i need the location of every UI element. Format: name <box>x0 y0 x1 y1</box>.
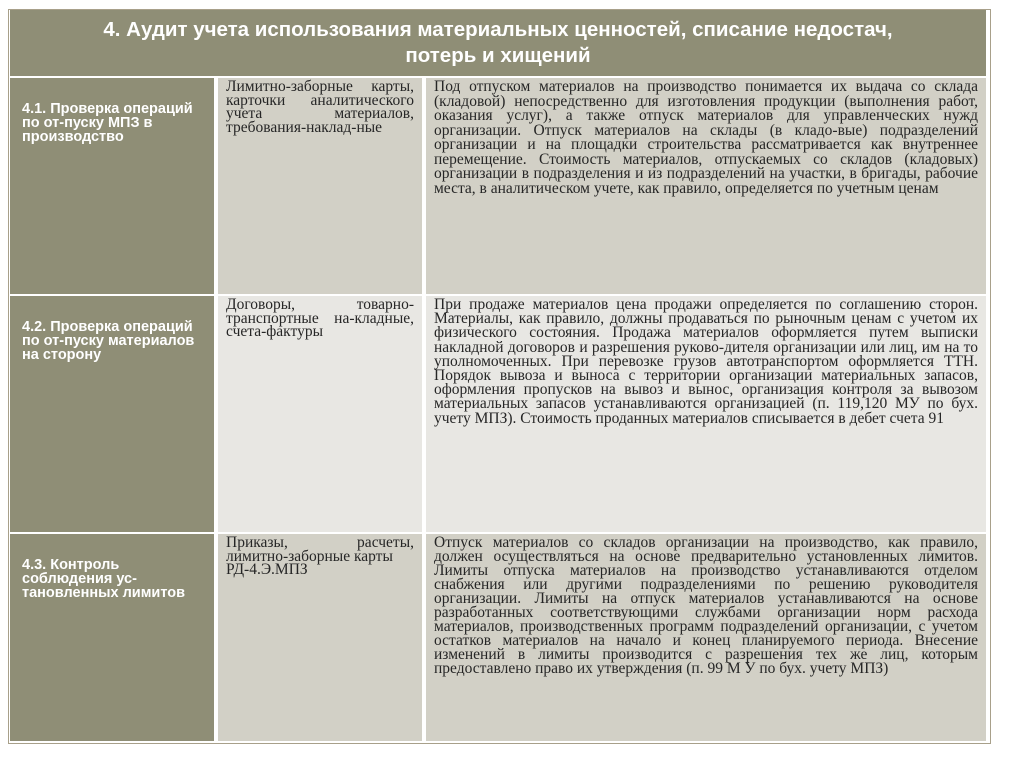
table-row <box>10 534 986 741</box>
title-line-1: 4. Аудит учета использования материальных ценностей, списание недостач, <box>103 18 893 41</box>
description-cell <box>426 296 986 532</box>
documents-cell <box>218 296 424 532</box>
row-heading: Контроль соблюдения ус-тановленных лимитов <box>22 557 186 601</box>
row-heading-cell <box>10 296 216 532</box>
documents-text: Лимитно-заборные карты, карточки аналитического учета материалов, требования-наклад-ные <box>226 78 414 136</box>
description-cell <box>426 78 986 294</box>
table-bottom-border <box>10 741 986 743</box>
row-number: 4.3. <box>22 557 47 573</box>
row-heading-cell <box>10 534 216 741</box>
page-title <box>10 10 986 76</box>
row-heading-cell <box>10 78 216 294</box>
documents-text-line-2: РД-4.Э.МПЗ <box>226 561 308 578</box>
table-row <box>10 78 986 294</box>
description-text: Отпуск материалов со складов организации на производство, как правило, должен осуществляться на основе предварительно установленных лимитов. Лимиты отпуска материалов на производство устанавливаются отделом снабжения или другими подразделениями по решению руководителя организации. Лимиты на отпуск материалов устанавливаются на основе разработанных соответствующими службами организации норм расхода материалов, производственных программ подразделений организации, с учетом остатков материалов на начало и конец планируемого периода. Внесение изменений в лимиты производится с разрешения тех же лиц, которым предоставлено право их утверждения (п. 99 М У по бух. учету МПЗ) <box>434 534 978 677</box>
row-number: 4.1. <box>22 101 47 117</box>
description-text: При продаже материалов цена продажи определяется по соглашению сторон. Материалы, как правило, должны продаваться по рыночным ценам с учетом их физического состояния. Продажа материалов оформляется путем выписки накладной договоров и разрешения руково-дителя организации или лиц, им на то уполномоченных. При перевозке грузов автотранспортом оформляется ТТН. Порядок вывоза и выноса с территории организации материальных запасов, оформления пропусков на вывоз и вынос, организация контроля за вывозом материальных запасов устанавливаются организацией (п. 119,120 МУ по бух. учету МПЗ). Стоимость проданных материалов списывается в дебет счета 91 <box>434 296 978 427</box>
documents-cell <box>218 534 424 741</box>
table-row <box>10 296 986 532</box>
row-heading: Проверка операций по от-пуску материалов на сторону <box>22 319 195 363</box>
documents-cell <box>218 78 424 294</box>
documents-text-line-1: Приказы, расчеты, лимитно-заборные карты <box>226 534 414 565</box>
description-cell <box>426 534 986 741</box>
description-text: Под отпуском материалов на производство понимается их выдача со склада (кладовой) непосредственно для изготовления продукции (выполнения работ, оказания услуг), а также отпуск материалов для управленческих нужд организации. Отпуск материалов на склады (в кладо-вые) подразделений организации и на площадки строительства рассматривается как внутреннее перемещение. Стоимость материалов, отпускаемых со складов (кладовых) организации в подразделения и из подразделений на участки, в бригады, рабочие места, в аналитическом учете, как правило, определяется по учетным ценам <box>434 78 978 197</box>
title-line-2: потерь и хищений <box>405 44 591 67</box>
row-number: 4.2. <box>22 319 47 335</box>
documents-text: Договоры, товарно-транспортные на-кладные, счета-фактуры <box>226 296 414 340</box>
row-heading: Проверка операций по от-пуску МПЗ в производство <box>22 101 193 145</box>
